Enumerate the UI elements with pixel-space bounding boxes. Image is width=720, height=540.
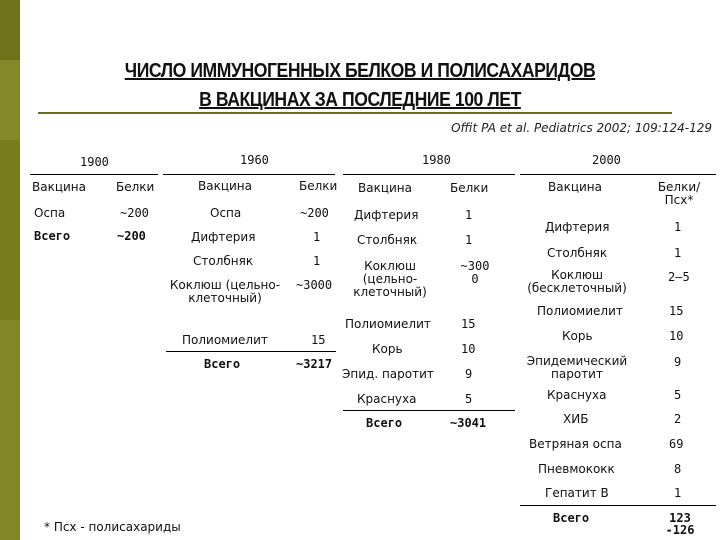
protein-count: 2: [674, 412, 682, 426]
protein-count: ~200: [300, 206, 329, 220]
protein-count: 5: [674, 388, 682, 402]
sidebar-segment: [0, 320, 20, 540]
total-label: Всего: [366, 416, 403, 430]
total-value: ~3041: [450, 416, 487, 430]
vaccine-name: Коклюш (бесклеточный): [527, 268, 627, 295]
protein-count: ~300 0: [460, 259, 490, 286]
protein-count: 1: [465, 233, 473, 247]
protein-count: 15: [311, 333, 326, 347]
title-underline: [38, 112, 672, 114]
protein-count: 1: [313, 254, 321, 268]
vaccine-name: Столбняк: [193, 254, 254, 268]
vaccine-name: ХИБ: [563, 412, 589, 426]
year-1980: 1980: [422, 153, 451, 167]
vaccine-name: Корь: [562, 329, 593, 343]
footnote: * Псх - полисахариды: [44, 520, 181, 534]
vaccine-name: Коклюш (цельно-клеточный): [169, 278, 281, 305]
vaccine-name: Дифтерия: [354, 208, 419, 222]
total-value: 123 -126: [665, 511, 695, 537]
vaccine-name: Эпид. паротит: [342, 367, 434, 381]
header-vaccine-1900: Вакцина: [32, 180, 86, 194]
year-1900: 1900: [80, 155, 109, 169]
sidebar-segment: [0, 0, 20, 60]
vaccine-name: Краснуха: [357, 392, 417, 406]
citation: Offit PA et al. Pediatrics 2002; 109:124-129: [451, 121, 712, 135]
header-rule-2000: [520, 174, 716, 175]
protein-count: 15: [461, 317, 476, 331]
protein-count: 10: [461, 342, 476, 356]
total-value: ~3217: [296, 357, 333, 371]
vaccine-name: Коклюш (цельно-клеточный): [353, 259, 427, 299]
vaccine-name: Гепатит В: [545, 486, 609, 500]
header-vaccine-2000: Вакцина: [548, 180, 602, 194]
vaccine-name: Дифтерия: [545, 220, 610, 234]
vaccine-name: Ветряная оспа: [529, 437, 622, 451]
protein-count: 1: [313, 230, 321, 244]
sidebar-segment: [0, 140, 20, 320]
total-label: Всего: [553, 511, 590, 525]
header-vaccine-1960: Вакцина: [198, 179, 252, 193]
header-proteins-1960: Белки: [299, 179, 338, 193]
protein-count: 8: [674, 462, 682, 476]
total-rule-1960: [166, 351, 336, 352]
header-vaccine-1980: Вакцина: [358, 181, 412, 195]
protein-count: 1: [674, 246, 682, 260]
protein-count: 9: [674, 355, 682, 369]
header-rule-1900: [30, 174, 158, 175]
total-rule-1980: [343, 410, 515, 411]
header-proteins-1900: Белки: [116, 180, 155, 194]
total-value: ~200: [117, 229, 146, 243]
header-proteins-2000: Белки/ Псх*: [657, 180, 701, 207]
protein-count: 5: [465, 392, 473, 406]
protein-count: 2–5: [668, 270, 690, 284]
vaccine-name: Полиомиелит: [182, 333, 268, 347]
protein-count: ~200: [120, 206, 149, 220]
vaccine-name: Корь: [372, 342, 403, 356]
vaccine-name: Оспа: [34, 206, 66, 220]
vaccine-name: Полиомиелит: [537, 304, 623, 318]
vaccine-name: Столбняк: [547, 246, 608, 260]
year-2000: 2000: [592, 153, 621, 167]
total-rule-2000: [520, 505, 716, 506]
slide-title-line-1: ЧИСЛО ИММУНОГЕННЫХ БЕЛКОВ И ПОЛИСАХАРИДОВ: [124, 60, 596, 82]
year-1960: 1960: [240, 153, 269, 167]
vaccine-name: Полиомиелит: [345, 317, 431, 331]
total-label: Всего: [34, 229, 71, 243]
protein-count: 1: [674, 486, 682, 500]
header-rule-1960: [163, 174, 335, 175]
vaccine-name: Краснуха: [547, 388, 607, 402]
protein-count: 15: [669, 304, 684, 318]
vaccine-name: Пневмококк: [538, 462, 615, 476]
header-rule-1980: [343, 174, 515, 175]
sidebar-segment: [0, 60, 20, 140]
protein-count: 10: [669, 329, 684, 343]
vaccine-name: Эпидемический паротит: [526, 354, 628, 381]
protein-count: 69: [669, 437, 684, 451]
slide-title-line-2: В ВАКЦИНАХ ЗА ПОСЛЕДНИЕ 100 ЛЕТ: [199, 89, 521, 111]
vaccine-name: Дифтерия: [191, 230, 256, 244]
sidebar-decoration: [0, 0, 20, 540]
header-proteins-1980: Белки: [450, 181, 489, 195]
protein-count: 9: [465, 367, 473, 381]
protein-count: 1: [674, 220, 682, 234]
vaccine-name: Оспа: [210, 206, 242, 220]
protein-count: ~3000: [296, 278, 333, 292]
vaccine-name: Столбняк: [357, 233, 418, 247]
total-label: Всего: [204, 357, 241, 371]
protein-count: 1: [465, 208, 473, 222]
